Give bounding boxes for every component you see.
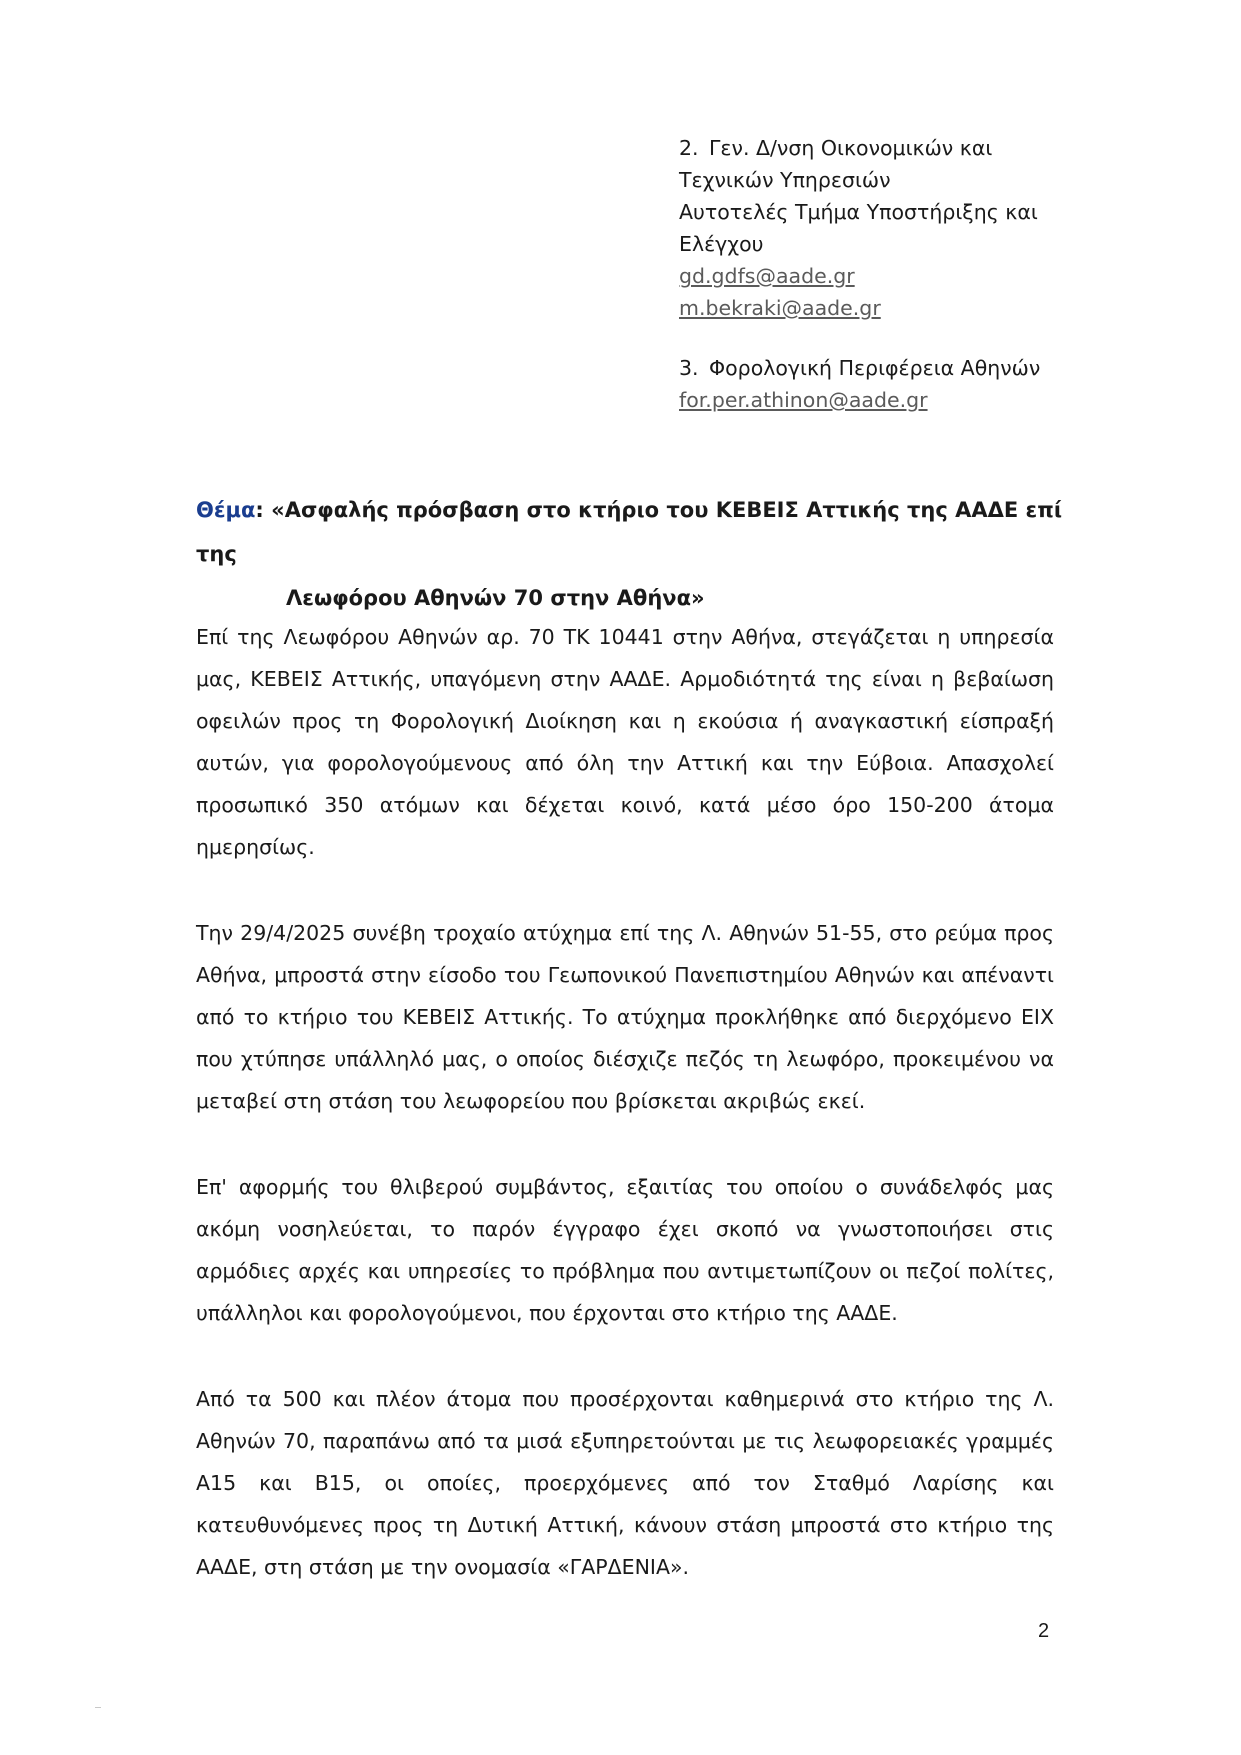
letter-body (196, 616, 1054, 1632)
email-link[interactable]: for.per.athinon@aade.gr (679, 388, 928, 412)
recipient-name: Γεν. Δ/νση Οικονομικών και (709, 136, 993, 160)
scan-mark (95, 1707, 101, 1708)
paragraph: Επ' αφορμής του θλιβερού συμβάντος, εξαιτίας του οποίου ο συνάδελφός μας ακόμη νοσηλεύεται, το παρόν έγγραφο έχει σκοπό να γνωστοποιήσει στις αρμόδιες αρχές και υπηρεσίες το πρόβλημα που αντιμετωπίζουν οι πεζοί πολίτες, υπάλληλοι και φορολογούμενοι, που έρχονται στο κτήριο της ΑΑΔΕ. (196, 1175, 1054, 1325)
recipients-list (679, 132, 1119, 416)
paragraph: Επί της Λεωφόρου Αθηνών αρ. 70 ΤΚ 10441 στην Αθήνα, στεγάζεται η υπηρεσία μας, ΚΕΒΕΙΣ Αττικής, υπαγόμενη στην ΑΑΔΕ. Αρμοδιότητά της είναι η βεβαίωση οφειλών προς τη Φορολογική Διοίκηση και η εκούσια ή αναγκαστική είσπραξή αυτών, για φορολογούμενους από όλη την Αττική και την Εύβοια. Απασχολεί προσωπικό 350 ατόμων και δέχεται κοινό, κατά μέσο όρο 150-200 άτομα ημερησίως. (196, 625, 1054, 859)
page-number: 2 (1038, 1620, 1050, 1642)
email-link[interactable]: m.bekraki@aade.gr (679, 296, 881, 320)
recipient-number: 3. (679, 356, 699, 380)
paragraph: Την 29/4/2025 συνέβη τροχαίο ατύχημα επί της Λ. Αθηνών 51-55, στο ρεύμα προς Αθήνα, μπροστά στην είσοδο του Γεωπονικού Πανεπιστημίου Αθηνών και απέναντι από το κτήριο του ΚΕΒΕΙΣ Αττικής. Το ατύχημα προκλήθηκε από διερχόμενο ΕΙΧ που χτύπησε υπάλληλό μας, ο οποίος διέσχιζε πεζός τη λεωφόρο, προκειμένου να μεταβεί στη στάση του λεωφορείου που βρίσκεται ακριβώς εκεί. (196, 921, 1054, 1113)
email-link[interactable]: gd.gdfs@aade.gr (679, 264, 855, 288)
recipient-line: Αυτοτελές Τμήμα Υποστήριξης και (679, 200, 1038, 224)
recipient-number: 2. (679, 136, 699, 160)
recipient-name: Φορολογική Περιφέρεια Αθηνών (709, 356, 1041, 380)
paragraph: Από τα 500 και πλέον άτομα που προσέρχονται καθημερινά στο κτήριο της Λ. Αθηνών 70, παραπάνω από τα μισά εξυπηρετούνται με τις λεωφορειακές γραμμές Α15 και Β15, οι οποίες, προερχόμενες από τον Σταθμό Λαρίσης και κατευθυνόμενες προς τη Δυτική Αττική, κάνουν στάση μπροστά στο κτήριο της ΑΑΔΕ, στη στάση με την ονομασία «ΓΑΡΔΕΝΙΑ». (196, 1387, 1054, 1579)
recipient-line: Τεχνικών Υπηρεσιών (679, 168, 891, 192)
recipient-3 (679, 352, 1119, 416)
recipient-line (679, 352, 1119, 384)
subject-label: Θέμα (196, 498, 256, 522)
recipient-line: Ελέγχου (679, 232, 764, 256)
recipient-line (679, 132, 1119, 164)
subject-line-2: Λεωφόρου Αθηνών 70 στην Αθήνα» (286, 586, 705, 610)
subject-heading (196, 488, 1096, 620)
recipient-2 (679, 132, 1119, 324)
subject-line-1: : «Ασφαλής πρόσβαση στο κτήριο του ΚΕΒΕΙΣ Αττικής της ΑΑΔΕ επί της (196, 498, 1063, 566)
